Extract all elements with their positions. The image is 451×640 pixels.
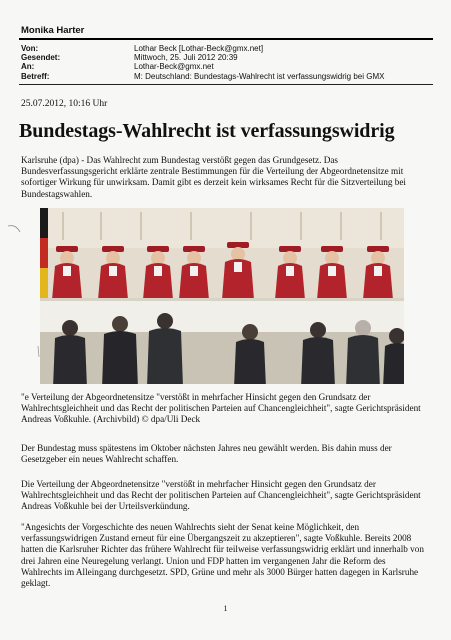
email-from-label: Von: bbox=[21, 44, 39, 53]
article-headline: Bundestags-Wahlrecht ist verfassungswidrig bbox=[19, 120, 395, 142]
email-sent-row bbox=[21, 53, 431, 62]
scan-margin-mark bbox=[6, 222, 24, 242]
email-from-value: Lothar Beck [Lothar-Beck@gmx.net] bbox=[134, 44, 264, 53]
court-photo bbox=[40, 208, 404, 384]
scan-margin-mark-lower bbox=[36, 345, 44, 359]
article-intro: Karlsruhe (dpa) - Das Wahlrecht zum Bundestag verstößt gegen das Grundgesetz. Das Bundesverfassungsgericht erklärte zentrale Bestimmungen für die Verteilung der Abgeordnetensitze mit sofortiger Wirkung für unwirksam. Damit gibt es derzeit kein wirksames Recht für die Sitzverteilung bei Bundestagswahlen. bbox=[21, 155, 406, 199]
page-number: 1 bbox=[223, 604, 228, 613]
email-subject-value: M: Deutschland: Bundestags-Wahlrecht ist verfassungswidrig bei GMX bbox=[134, 71, 385, 81]
email-to-row bbox=[21, 62, 431, 71]
email-to-label: An: bbox=[21, 62, 35, 72]
email-subject-label: Betreff: bbox=[21, 71, 50, 81]
article-paragraph-2: Der Bundestag muss spätestens im Oktober nächsten Jahres neu gewählt werden. Bis dahin muss der Gesetzgeber ein neues Wahlrecht schaffen. bbox=[21, 443, 392, 465]
email-sent-label: Gesendet: bbox=[21, 53, 61, 63]
email-header bbox=[21, 44, 431, 81]
email-header-rule bbox=[19, 84, 433, 85]
email-to-value: Lothar-Beck@gmx.net bbox=[134, 62, 214, 72]
email-from-row bbox=[21, 44, 431, 53]
sender-name: Monika Harter bbox=[21, 25, 85, 36]
article-paragraph-3: Die Verteilung der Abgeordnetensitze "verstößt in mehrfacher Hinsicht gegen den Grundsatz der Wahlrechtsgleichheit und das Recht der politischen Parteien auf Chancengleichheit", sagte Gerichtspräsident Andreas Voßkuhle bei der Urteilsverkündung. bbox=[21, 479, 421, 512]
email-subject-row bbox=[21, 72, 431, 81]
header-rule bbox=[19, 38, 433, 40]
court-photo-image bbox=[40, 208, 404, 384]
article-paragraph-4: "Angesichts der Vorgeschichte des neuen Wahlrechts sieht der Senat keine Möglichkeit, den verfassungswidrigen Zustand erneut für eine Übergangszeit zu akzeptieren", sagte Voßkuhle. Bereits 2008 hatten die Karlsruher Richter das frühere Wahlrecht für teilweise verfassungswidrig erklärt und innerhalb von drei Jahren eine Neuregelung verlangt. Union und FDP hatten im vergangenen Jahr die Reform des Wahlrechts im Alleingang durchgesetzt. SPD, Grüne und mehr als 3000 Bürger hatten dagegen in Karlsruhe geklagt. bbox=[21, 522, 424, 589]
email-sent-value: Mittwoch, 25. Juli 2012 20:39 bbox=[134, 53, 238, 63]
german-flag bbox=[40, 208, 48, 298]
article-date: 25.07.2012, 10:16 Uhr bbox=[21, 99, 108, 109]
photo-caption: "e Verteilung der Abgeordnetensitze "verstößt in mehrfacher Hinsicht gegen den Grundsatz der Wahlrechtsgleichheit und das Recht der politischen Parteien auf Chancengleichheit", sagte Gerichtspräsident Andreas Voßkuhle. (Archivbild) © dpa/Uli Deck bbox=[21, 392, 421, 425]
